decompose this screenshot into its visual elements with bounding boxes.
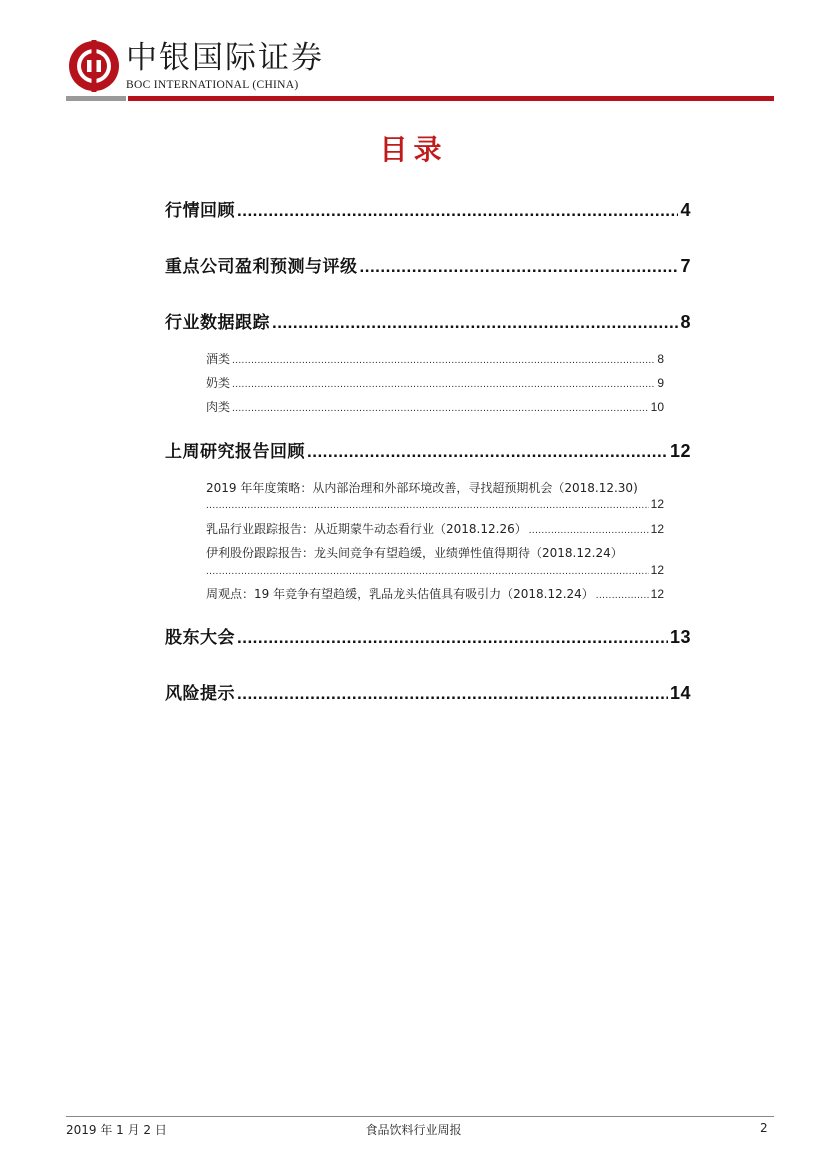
header-rule-red (128, 96, 774, 101)
toc-title: 目录 (379, 133, 448, 166)
toc-subentry[interactable] (206, 350, 664, 367)
toc-leader-dots (206, 500, 649, 511)
toc-entry[interactable] (165, 308, 691, 333)
toc-leader-dots (596, 590, 649, 601)
toc-subentry-page: 8 (657, 352, 664, 366)
boc-coin-logo-icon (66, 38, 122, 94)
brand-name-english: BOC INTERNATIONAL (CHINA) (126, 79, 299, 91)
toc-report[interactable] (206, 585, 664, 602)
toc-entry[interactable] (165, 679, 691, 704)
toc-entry-page: 4 (680, 200, 691, 220)
toc-report-leader-row[interactable] (206, 497, 664, 511)
toc-entry[interactable] (165, 252, 691, 277)
toc-report-text: 周观点：19 年竞争有望趋缓，乳品龙头估值具有吸引力（2018.12.24） (206, 587, 594, 601)
toc-entry-page: 12 (669, 441, 691, 461)
toc-leader-dots (529, 525, 649, 536)
footer-page-number: 2 (760, 1121, 768, 1135)
toc-entry-page: 13 (669, 627, 691, 647)
toc-entry[interactable] (165, 623, 691, 648)
toc-subentry-text: 肉类 (206, 400, 231, 414)
brand-name-chinese: 中银国际证券 (126, 40, 324, 76)
toc-leader-dots (232, 355, 655, 366)
toc-leader-dots (272, 313, 678, 333)
toc-leader-dots (237, 684, 668, 704)
footer-rule (66, 1116, 774, 1117)
toc-entry-page: 14 (669, 683, 691, 703)
toc-subentry[interactable] (206, 398, 664, 415)
toc-subentry-page: 10 (650, 400, 664, 414)
toc-report-page: 12 (650, 497, 664, 511)
toc-report-text[interactable]: 2019 年年度策略：从内部治理和外部环境改善，寻找超预期机会（2018.12.30) (206, 481, 638, 495)
toc-subentry[interactable] (206, 374, 664, 391)
toc-report[interactable] (206, 520, 664, 537)
toc-report-page: 12 (650, 522, 664, 536)
toc-entry[interactable] (165, 437, 691, 462)
toc-entry-text: 股东大会 (165, 628, 235, 648)
toc-report-text[interactable]: 伊利股份跟踪报告：龙头间竞争有望趋缓，业绩弹性值得期待（2018.12.24） (206, 546, 623, 560)
toc-report-leader-row[interactable] (206, 563, 664, 577)
toc-entry-text: 上周研究报告回顾 (165, 442, 305, 462)
header-rule-grey (66, 96, 126, 101)
toc-report-text: 乳品行业跟踪报告：从近期蒙牛动态看行业（2018.12.26） (206, 522, 527, 536)
toc-entry-text: 行业数据跟踪 (165, 313, 270, 333)
toc-entry-page: 8 (680, 312, 691, 332)
toc-leader-dots (232, 403, 649, 414)
toc-subentry-page: 9 (657, 376, 664, 390)
toc-report-page: 12 (650, 563, 664, 577)
toc-leader-dots (206, 566, 649, 577)
toc-entry-text: 重点公司盈利预测与评级 (165, 257, 358, 277)
page-header (66, 38, 774, 102)
footer-report-name: 食品饮料行业周报 (365, 1123, 462, 1137)
toc-leader-dots (360, 257, 679, 277)
toc-entry[interactable] (165, 196, 691, 221)
toc-leader-dots (232, 379, 655, 390)
toc-entry-text: 行情回顾 (165, 201, 235, 221)
toc-report-page: 12 (650, 587, 664, 601)
toc-entry-text: 风险提示 (165, 684, 235, 704)
toc-entry-page: 7 (680, 256, 691, 276)
toc-leader-dots (237, 628, 668, 648)
toc-subentry-text: 奶类 (206, 376, 231, 390)
toc-leader-dots (237, 201, 678, 221)
toc-leader-dots (307, 442, 668, 462)
footer-date: 2019 年 1 月 2 日 (66, 1123, 167, 1137)
toc-subentry-text: 酒类 (206, 352, 231, 366)
